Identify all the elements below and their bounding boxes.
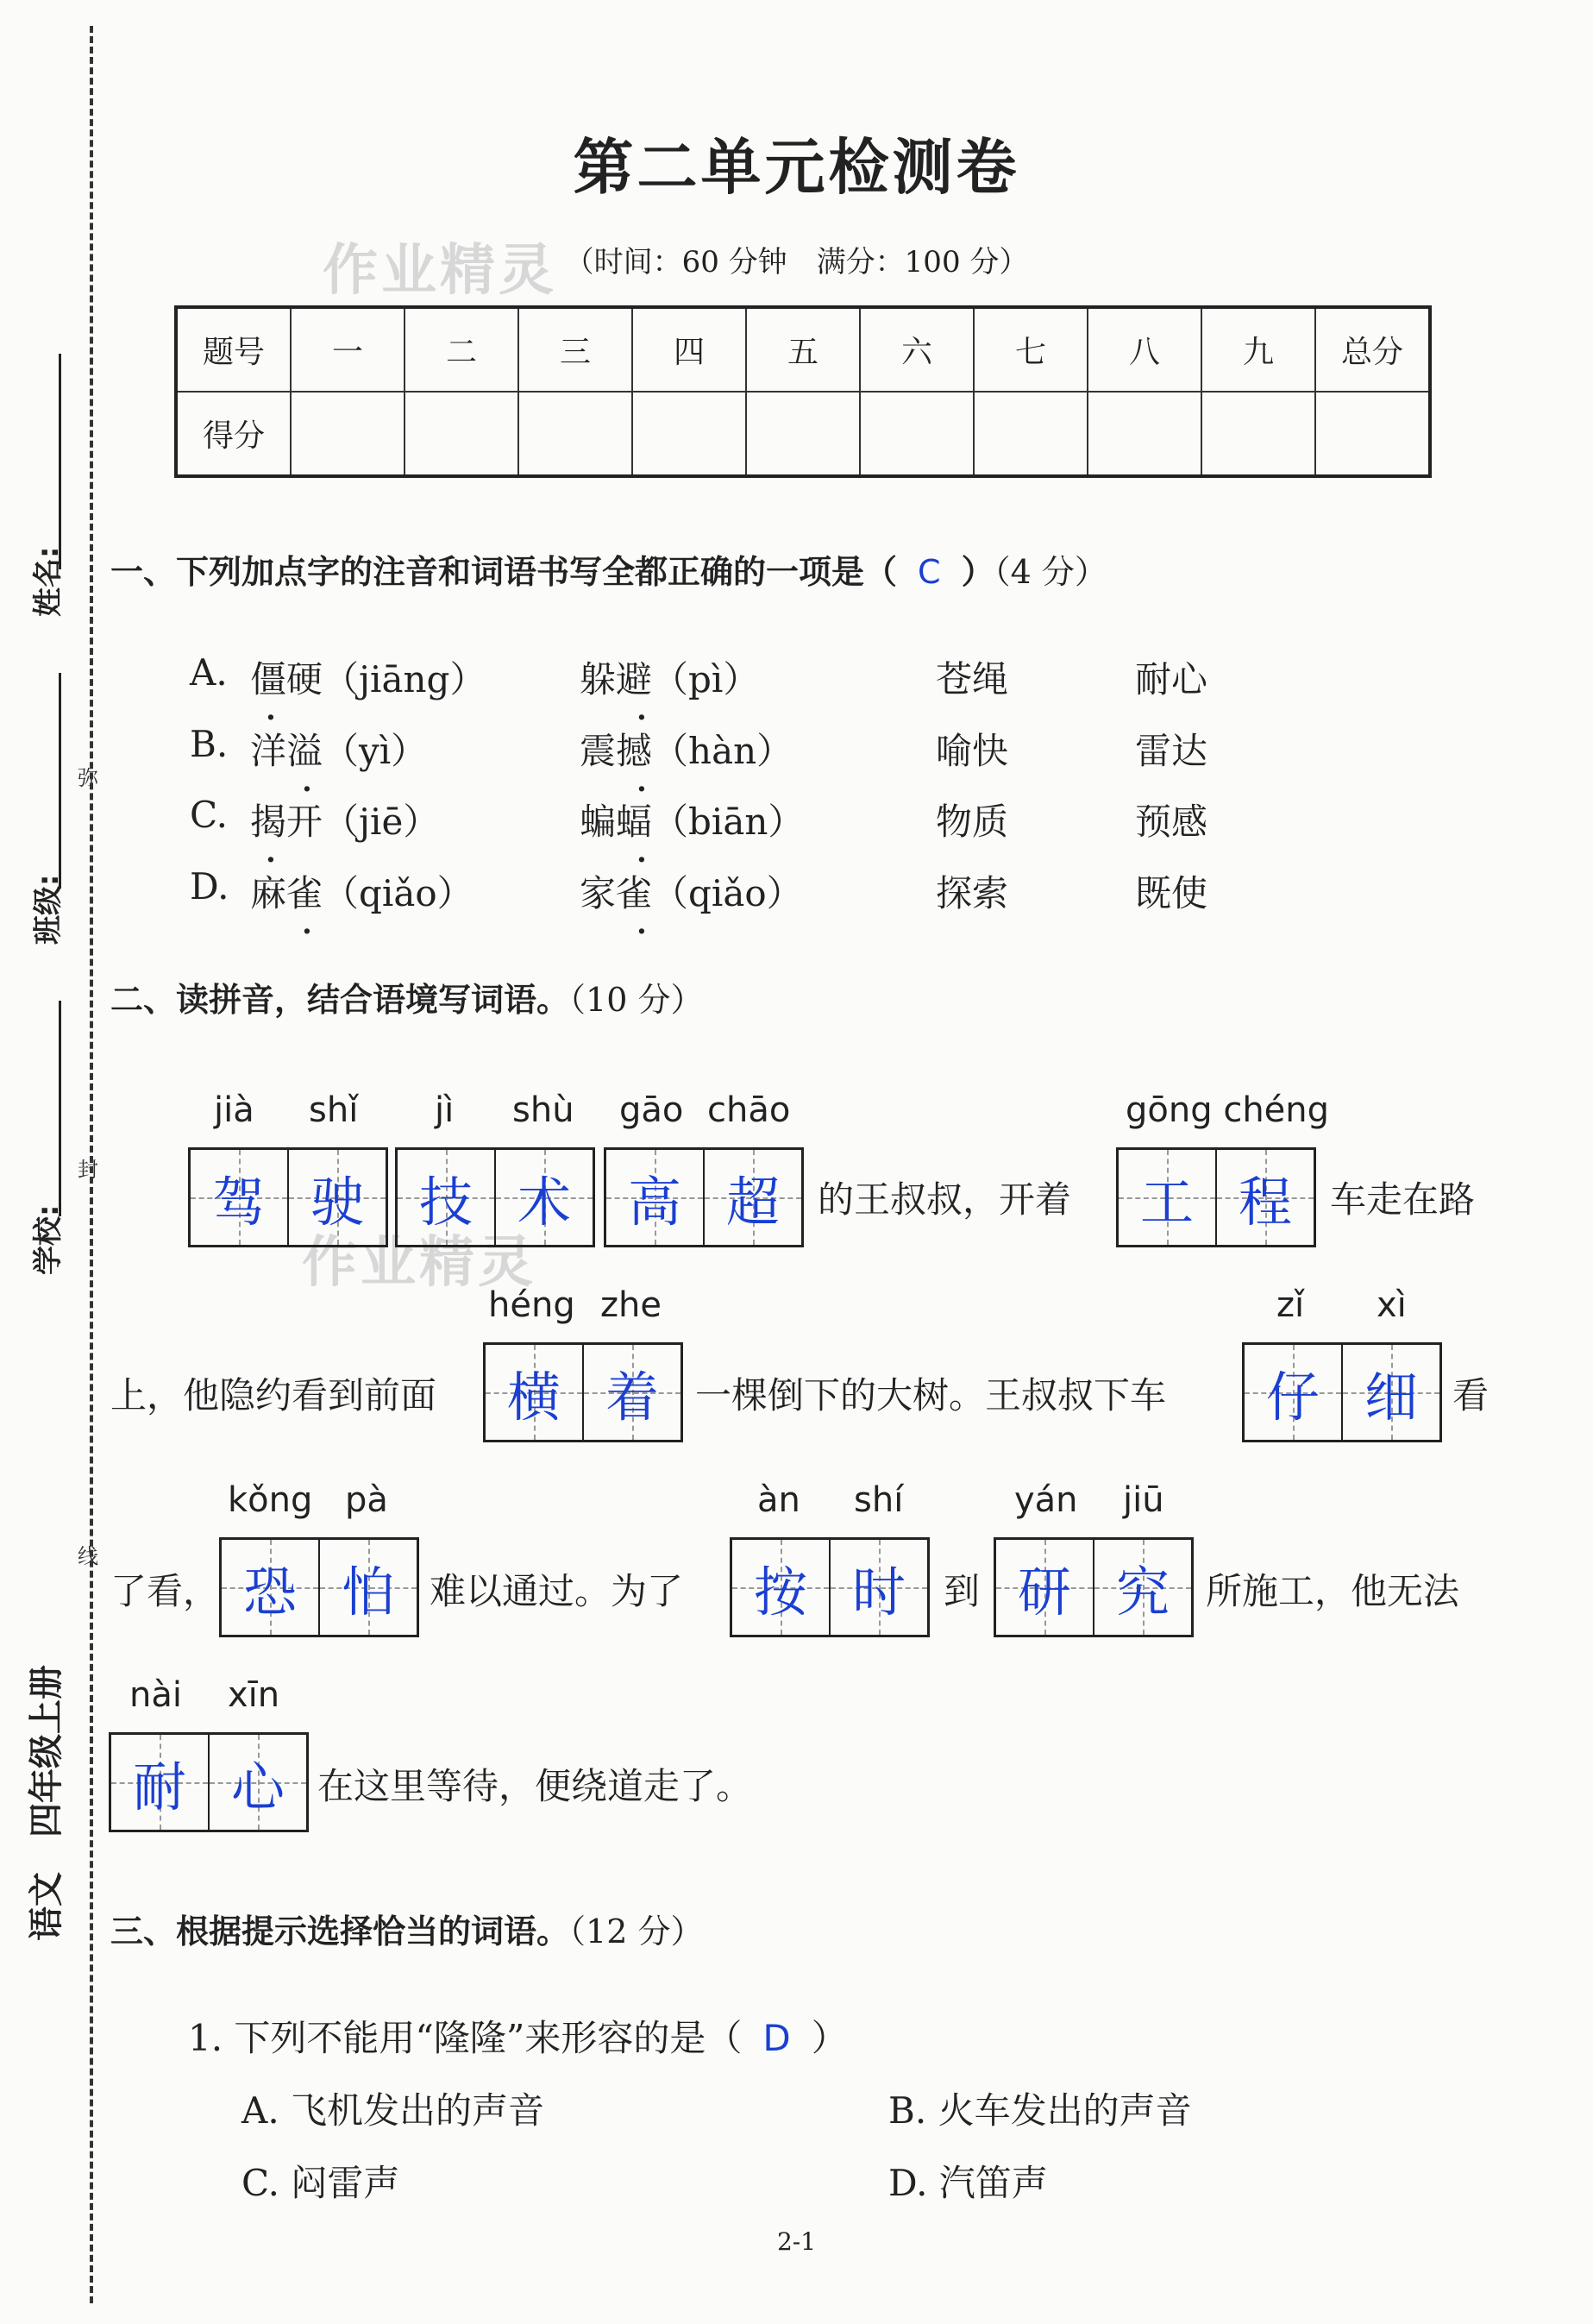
pinyin: àn [757,1480,800,1520]
q3-item1-stem [188,2010,848,2062]
passage-text: 一棵倒下的大树。王叔叔下车 [695,1374,1167,1416]
passage-text: 的王叔叔，开着 [818,1178,1072,1221]
cut-mark-feng: 封 [78,1158,98,1182]
q1-points: （4 分） [994,553,1107,591]
option-word: 探索 [936,872,1009,914]
option-pinyin: （jiē） [323,801,440,843]
answer-cell: 怕 [318,1540,417,1635]
answer-cell: 术 [494,1150,593,1245]
emphasis-dot: · [302,772,312,807]
class-label: 班级: [31,874,66,945]
option-word: 苍绳 [936,658,1009,700]
pinyin: jiū [1123,1480,1164,1520]
pinyin: gōng chéng [1126,1090,1330,1130]
answer-cell: 驶 [287,1150,386,1245]
answer-box[interactable] [109,1732,309,1832]
table-header-cell: 四 [632,307,746,392]
answer-cell: 究 [1093,1540,1191,1635]
option-word: 家雀 [580,872,653,914]
table-header-cell: 一 [291,307,405,392]
option-word: 僵硬 [250,658,323,700]
emphasis-dot: · [637,914,647,949]
pinyin: zǐ [1276,1285,1305,1325]
answer-box[interactable] [1242,1342,1442,1442]
pinyin: shù [512,1090,574,1130]
pinyin: kǒng [228,1480,313,1520]
table-header-cell: 五 [746,307,860,392]
answer-box[interactable] [188,1147,388,1247]
pinyin: nài [129,1675,182,1715]
answer-cell: 按 [732,1540,829,1635]
table-header-cell: 八 [1088,307,1201,392]
option-word: 耐心 [1135,658,1208,700]
emphasis-dot: · [637,843,647,877]
answer-cell: 超 [703,1150,801,1245]
pinyin: xì [1377,1285,1407,1325]
pinyin: pà [345,1480,388,1520]
answer-box[interactable] [730,1537,930,1637]
name-label: 姓名: [31,546,66,617]
answer-cell: 横 [486,1345,582,1440]
pinyin: jì [435,1090,455,1130]
table-header-cell: 总分 [1315,307,1430,392]
page-number: 2-1 [776,2227,817,2256]
score-table-header-row [176,307,1430,392]
passage-text: 到 [944,1570,981,1612]
q1-heading-end: ） [961,553,994,591]
pinyin: zhe [600,1285,662,1325]
score-cell[interactable] [746,392,860,476]
school-blank-line [59,1001,61,1216]
table-header-cell: 七 [974,307,1088,392]
answer-cell: 心 [208,1735,306,1830]
answer-cell: 工 [1119,1150,1215,1245]
emphasis-dot: · [637,772,647,807]
passage-text: 了看， [110,1570,220,1612]
option-pinyin: （hàn） [652,730,793,772]
answer-cell: 研 [996,1540,1093,1635]
option-word: 蝙蝠 [580,801,653,843]
answer-cell: 驾 [191,1150,287,1245]
option-pinyin: （biān） [652,801,805,843]
option-pinyin: （qiǎo） [652,872,803,914]
passage-text: 在这里等待，便绕道走了。 [317,1765,753,1807]
watermark-top: 作业精灵 [323,239,557,303]
pinyin: shǐ [309,1090,359,1130]
q3-stem-end: ） [811,2017,848,2059]
option-word: 揭开 [250,801,323,843]
q3-heading-text: 三、根据提示选择恰当的词语。 [110,1913,570,1950]
q3-option-d: D. 汽笛声 [888,2162,1048,2204]
emphasis-dot: · [266,843,276,877]
option-word: 雷达 [1135,730,1208,772]
option-word: 既使 [1135,872,1208,914]
cut-mark-mi: 弥 [78,766,98,790]
q3-heading [110,1905,703,1952]
score-table [174,305,1432,478]
option-word: 躲避 [580,658,653,700]
school-label: 学校: [31,1204,66,1275]
score-cell[interactable] [405,392,518,476]
score-cell[interactable] [291,392,405,476]
answer-cell: 程 [1215,1150,1314,1245]
q1-answer: C [918,553,941,591]
exam-subtitle: （时间：60 分钟 满分：100 分） [564,245,1029,280]
score-table-score-row [176,392,1430,476]
pinyin: gāo [619,1090,684,1130]
q1-heading [110,545,1107,593]
emphasis-dot: · [637,700,647,735]
score-cell[interactable] [974,392,1088,476]
answer-cell: 着 [582,1345,680,1440]
score-cell[interactable] [860,392,974,476]
exam-title: 第二单元检测卷 [573,131,1020,203]
option-letter: B. [190,723,229,765]
book-label: 语文 四年级上册 [27,1665,66,1941]
watermark-middle: 作业精灵 [302,1231,536,1295]
table-header-cell: 六 [860,307,974,392]
answer-box[interactable] [483,1342,683,1442]
option-word: 麻雀 [250,872,323,914]
answer-cell: 高 [606,1150,703,1245]
option-letter: C. [190,794,228,836]
passage-text: 难以通过。为了 [430,1570,684,1612]
answer-box[interactable] [395,1147,595,1247]
q1-heading-text: 一、下列加点字的注音和词语书写全都正确的一项是（ [110,553,898,591]
class-blank-line [59,673,61,889]
score-cell[interactable] [1315,392,1430,476]
option-word: 预感 [1135,801,1208,843]
score-cell[interactable] [632,392,746,476]
q3-option-b: B. 火车发出的声音 [888,2089,1192,2132]
cut-mark-xian: 线 [78,1544,98,1568]
q2-heading-text: 二、读拼音，结合语境写词语。 [110,981,570,1019]
option-word: 喻快 [936,730,1009,772]
score-cell[interactable] [1088,392,1201,476]
q3-item1-answer: D [762,2017,791,2059]
q3-stem-text: 1. 下列不能用“隆隆”来形容的是（ [188,2017,743,2059]
option-pinyin: （yì） [323,730,428,772]
answer-cell: 恐 [222,1540,318,1635]
score-cell[interactable] [1201,392,1315,476]
answer-cell: 耐 [111,1735,208,1830]
pinyin: xīn [228,1675,280,1715]
score-cell[interactable] [518,392,632,476]
answer-box[interactable] [994,1537,1194,1637]
passage-text: 上，他隐约看到前面 [110,1374,437,1416]
passage-text: 看 [1452,1374,1490,1416]
passage-text: 车走在路 [1330,1178,1476,1221]
answer-cell: 细 [1341,1345,1439,1440]
pinyin: héng [488,1285,575,1325]
option-word: 物质 [936,801,1009,843]
table-header-cell: 三 [518,307,632,392]
option-pinyin: （qiǎo） [323,872,474,914]
passage-text: 所施工，他无法 [1206,1570,1460,1612]
pinyin: shí [854,1480,904,1520]
answer-cell: 仔 [1245,1345,1341,1440]
option-letter: A. [190,651,228,694]
option-pinyin: （pì） [652,658,760,700]
option-pinyin: （jiāng） [323,658,486,700]
option-word: 洋溢 [250,730,323,772]
q2-heading [110,973,703,1021]
option-letter: D. [190,865,229,908]
answer-box[interactable] [219,1537,419,1637]
table-header-cell: 题号 [176,307,291,392]
emphasis-dot: · [266,700,276,735]
pinyin: chāo [707,1090,791,1130]
option-word: 震撼 [580,730,653,772]
answer-cell: 时 [829,1540,927,1635]
table-header-cell: 九 [1201,307,1315,392]
q3-points: （12 分） [569,1913,704,1950]
answer-cell: 技 [398,1150,494,1245]
pinyin: jià [214,1090,254,1130]
emphasis-dot: · [302,914,312,949]
name-blank-line [59,354,61,569]
q3-option-c: C. 闷雷声 [241,2162,400,2204]
table-header-cell: 二 [405,307,518,392]
q2-points: （10 分） [569,981,704,1019]
answer-box[interactable] [604,1147,804,1247]
pinyin: yán [1014,1480,1078,1520]
answer-box[interactable] [1116,1147,1316,1247]
q3-option-a: A. 飞机发出的声音 [241,2089,545,2132]
score-row-label: 得分 [176,392,291,476]
